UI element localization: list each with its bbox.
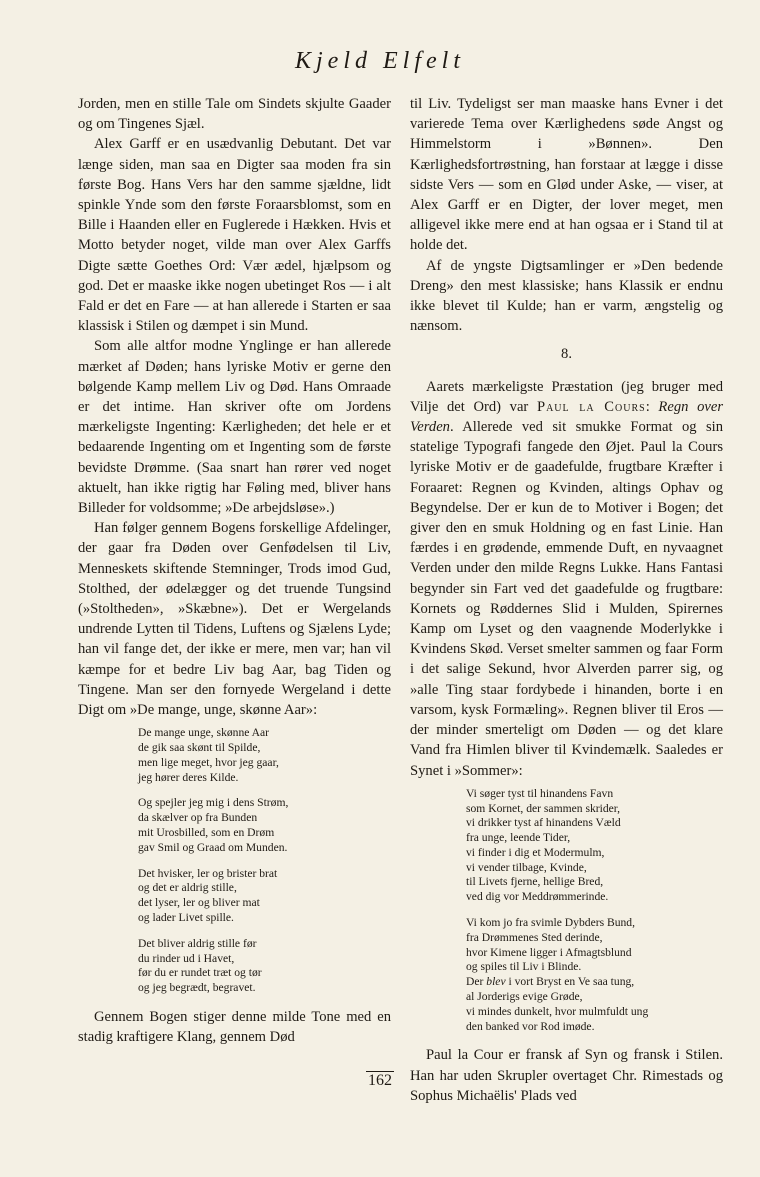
left-column — [78, 94, 391, 1047]
page-header: Kjeld Elfelt — [295, 48, 465, 74]
poem-line: til Livets fjerne, hellige Bred, — [466, 875, 604, 889]
poem-line: Det bliver aldrig stille før — [138, 936, 257, 950]
poem-line: fra unge, leende Tider, — [466, 831, 571, 845]
poem-stanza — [138, 937, 391, 996]
paragraph — [410, 377, 723, 781]
poem-line: og jeg begrædt, begravet. — [138, 981, 256, 995]
poem-line: De mange unge, skønne Aar — [138, 726, 270, 740]
paragraph: Som alle altfor modne Ynglinge er han allerede mærket af Døden; hans lyriske Motiv er gerne den bølgende Kamp mellem Liv og Død. Hans Omraade er det intime. Han skriver ofte om Jordens mærkeligste Ingenting: Kærligheden; det hele er et bedaarende Ingenting om et Ingenting som de første bevidste Drømme. (Saa snart han rører ved noget aktuelt, han ikke rigtig har Føling med, bliver hans Billeder for voldsomme; »De arbejdsløse».) — [78, 338, 391, 517]
paragraph: til Liv. Tydeligst ser man maaske hans Evner i det varierede Tema over Kærlighedens søde Angst og Himmelstorm i »Bønnen». Den Kærlighedsfortrøstning, han forstaar at lægge i disse sidste Vers — som en Glød under Aske, — viser, at Alex Garff er en Digter, der lover meget, men alligevel ikke mere end at han ogsaa er i Stand til at holde det. — [410, 96, 723, 254]
emphasis: blev — [486, 975, 506, 989]
paragraph: Af de yngste Digtsamlinger er »Den bedende Dreng» den mest klassiske; hans Klassik er endnu ikke blevet til Kulde; han er varm, ængstelig og nænsom. — [410, 257, 723, 335]
poem-line: mit Urosbilled, som en Drøm — [138, 826, 275, 840]
poem-line: det lyser, ler og bliver mat — [138, 896, 260, 910]
poem-de-mange-unge — [78, 726, 391, 996]
section-number: 8. — [561, 346, 572, 363]
poem-line: Det hvisker, ler og brister brat — [138, 866, 278, 880]
poem-stanza — [466, 787, 723, 905]
poem-stanza — [138, 726, 391, 785]
poem-line: Vi kom jo fra svimle Dybders Bund, — [466, 916, 636, 930]
poem-line: den banked vor Rod imøde. — [466, 1019, 595, 1033]
poem-line: gav Smil og Graad om Munden. — [138, 840, 288, 854]
poem-line: hvor Kimene ligger i Afmagtsblund — [466, 945, 632, 959]
poem-line: al Jorderigs evige Grøde, — [466, 990, 583, 1004]
poem-line: men lige meget, hvor jeg gaar, — [138, 755, 279, 769]
right-column — [410, 94, 723, 1106]
poem-line: ved dig vor Meddrømmerinde. — [466, 890, 609, 904]
poem-sommer — [410, 787, 723, 1035]
author-name: Paul la Cours — [536, 398, 646, 415]
poem-line: og spiles til Liv i Blinde. — [466, 960, 582, 974]
poem-line: og det er aldrig stille, — [138, 881, 237, 895]
poem-line: og lader Livet spille. — [138, 911, 234, 925]
poem-stanza — [138, 796, 391, 855]
poem-line: jeg hører deres Kilde. — [138, 770, 239, 784]
paragraph: Jorden, men en stille Tale om Sindets skjulte Gaader og om Tingenes Sjæl. — [78, 96, 391, 133]
paragraph: Paul la Cour er fransk af Syn og fransk i Stilen. Han har uden Skrupler overtaget Chr. Rimestads og Sophus Michaëlis' Plads ved — [410, 1047, 723, 1104]
text-run: : — [645, 398, 659, 415]
poem-line: vi vender tilbage, Kvinde, — [466, 860, 587, 874]
page-number: 162 — [368, 1072, 392, 1089]
poem-line: de gik saa skønt til Spilde, — [138, 741, 261, 755]
poem-line: fra Drømmenes Sted derinde, — [466, 930, 603, 944]
poem-line: som Kornet, der sammen skrider, — [466, 801, 621, 815]
poem-stanza — [138, 867, 391, 926]
book-title: Regn over Verden — [410, 398, 723, 436]
poem-line: Vi søger tyst til hinandens Favn — [466, 786, 614, 800]
text-run: Der — [466, 975, 487, 989]
poem-line — [466, 975, 723, 990]
paragraph: Han følger gennem Bogens forskellige Afdelinger, der gaar fra Døden over Genfødelsen til Liv, Menneskets skiftende Stemninger, Trods imod Gud, Stolthed, der ødelægger og det truende Tungsind (»Stoltheden», »Skæbne»). Det er Wergelands undrende Lytten til Tidens, Luftens og Sjælens Lyde; han vil fange det, der ikke er mere, men var; han vil kæmpe for et bedre Liv bag Aar, bag Tiden og Tingene. Man ser den fornyede Wergeland i dette Digt om »De mange, unge, skønne Aar»: — [78, 520, 391, 719]
paragraph: Gennem Bogen stiger denne milde Tone med en stadig kraftigere Klang, gennem Død — [78, 1009, 391, 1046]
poem-stanza — [466, 916, 723, 1034]
poem-line: vi finder i dig et Modermulm, — [466, 845, 605, 859]
poem-line: vi mindes dunkelt, hvor mulmfuldt ung — [466, 1004, 649, 1018]
text-run: Aarets mærkeligste Præstation (jeg bruger med Vilje det Ord) var — [410, 378, 723, 415]
paragraph: Alex Garff er en usædvanlig Debutant. Det var længe siden, man saa en Digter saa moden fra sin første Bog. Hans Vers har den samme sjældne, lidt spinkle Ynde som den første Foraarsblomst, som en Bille i Haanden eller en Fuglerede i Hækken. Hvis et Motto betyder noget, vilde man over Alex Garffs Digte sætte Goethes Ord: Vær ædel, hjælpsom og god. Det er maaske ikke nogen ubetinget Ros — i alt Fald er det en Fare — at han allerede i Starten er saa klassisk i Stilen og dæmpet i sin Mund. — [78, 136, 391, 335]
poem-line: vi drikker tyst af hinandens Væld — [466, 816, 621, 830]
poem-line: da skælver op fra Bunden — [138, 811, 258, 825]
text-run: i vort Bryst en Ve saa tung, — [505, 975, 635, 989]
poem-line: Og spejler jeg mig i dens Strøm, — [138, 796, 289, 810]
poem-line: før du er rundet træt og tør — [138, 966, 262, 980]
text-run: . Allerede ved sit smukke Format og sin statelige Typografi fangede den Øjet. Paul la Cours lyriske Motiv er de gaadefulde, frugtbare Kræfter i Foraaret: Regnen og Kvinden, altings Ophav og Begyndelse. Der er kun de to Motiver i Bogen; det giver den en smuk Holdning og en fast Linie. Han færdes i en grødende, emmende Duft, en nyvaagnet Verden under den milde Regns Lukke. Hans Fantasi begynder sin Fart ved det gaadefulde og frugtbare: Kornets og Røddernes Slid i Mulden, Spirernes Kamp om Lyset og den vaagnende Moderlykke i Kvindens Skød. Verset smelter sammen og faar Form i det salige Sekund, hvor Alverden parrer sig, og »alle Ting staar fordybede i hinanden, borte i en varsom, kysk Formæling». Regnen bliver til Eros — der minder smerteligt om Døden — og det klare Vand fra Himlen bliver til Kvindemælk. Saaledes er Synet i »Sommer»: — [410, 419, 723, 779]
poem-line: du rinder ud i Havet, — [138, 951, 235, 965]
